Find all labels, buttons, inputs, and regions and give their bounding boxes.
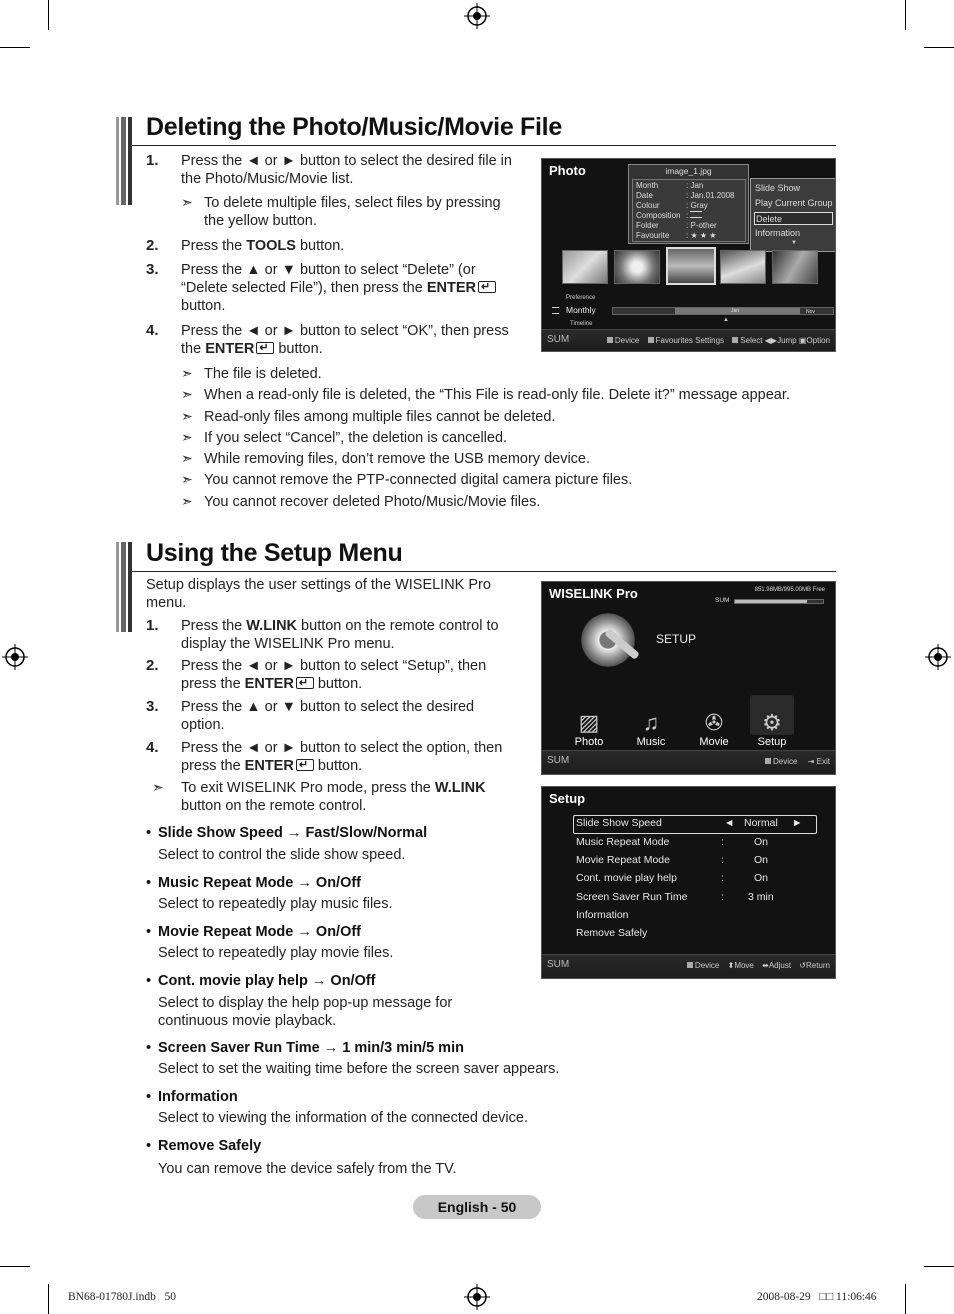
step-number: 3. — [146, 261, 159, 278]
registration-mark-icon — [464, 3, 490, 29]
month-start-label: Jan — [731, 308, 740, 314]
crop-mark — [48, 0, 49, 30]
crop-mark — [0, 1266, 30, 1267]
crop-mark — [0, 47, 30, 48]
green-button-icon — [648, 337, 654, 343]
menu-setup[interactable]: ⚙ Setup — [751, 710, 793, 748]
crop-mark — [924, 1266, 954, 1267]
timeline-label: Timeline — [570, 321, 593, 327]
film-reel-icon: ✇ — [704, 710, 724, 735]
note-arrow-icon: ➣ — [181, 365, 193, 381]
left-right-icon: ⬌ — [762, 961, 769, 970]
note-arrow-icon: ➣ — [181, 493, 193, 509]
crop-mark — [905, 0, 906, 30]
preference-label: Preference — [566, 295, 596, 301]
registration-mark-icon — [464, 1284, 490, 1310]
registration-mark-icon — [925, 644, 951, 670]
file-name: image_1.jpg — [665, 166, 712, 176]
step-number: 2. — [146, 237, 159, 254]
key-hints: Device ⬍Move ⬌Adjust ↺Return — [681, 961, 830, 970]
note-text: You cannot remove the PTP-connected digital camera picture files. — [204, 472, 633, 488]
intro-text: Setup displays the user settings of the WISELINK Pro menu. — [146, 577, 491, 611]
note-arrow-icon: ➣ — [181, 386, 193, 402]
music-icon: ♫ — [642, 710, 660, 735]
bullet-icon: • — [146, 825, 152, 841]
month-end-label: Nov — [806, 309, 815, 315]
note-text: You cannot recover deleted Photo/Music/Movie files. — [204, 494, 541, 510]
note-text: When a read-only file is deleted, the “This File is read-only file. Delete it?” message appear. — [204, 387, 790, 403]
section-bar — [116, 117, 132, 205]
file-info-panel — [628, 164, 749, 244]
step-text: Press the ◄ or ► button to select “Setup”, then press the ENTER↵ button. — [181, 657, 526, 693]
section-title: Deleting the Photo/Music/Movie File — [146, 113, 562, 141]
photo-screen — [541, 158, 836, 352]
setup-big-label: SETUP — [656, 632, 697, 646]
info-row: Favourite : ★ ★ ★ — [636, 231, 717, 240]
red-button-icon — [687, 962, 693, 968]
crop-mark — [924, 47, 954, 48]
note-arrow-icon: ➣ — [181, 408, 193, 424]
bullet-icon: • — [146, 875, 152, 891]
step-text: Press the ◄ or ► button to select “OK”, then press the ENTER↵ button. — [181, 322, 526, 358]
option-slide-show-speed[interactable]: Slide Show Speed ◄ Normal ► — [576, 817, 803, 829]
option-desc: Select to set the waiting time before the screen saver appears. — [158, 1061, 560, 1077]
step-text: Press the TOOLS button. — [181, 238, 345, 254]
step-text: Press the ◄ or ► button to select the option, then press the ENTER↵ button. — [181, 739, 526, 775]
screen-title: Setup — [549, 791, 586, 806]
key-hints: Device Favourites Settings Select ◀▶Jump ▣Option — [601, 336, 830, 345]
option-desc: You can remove the device safely from the TV. — [158, 1161, 457, 1177]
enter-icon — [296, 677, 314, 689]
option-title: Cont. movie play help → On/Off — [158, 973, 376, 989]
bullet-icon: • — [146, 1040, 152, 1056]
step-text: Press the ▲ or ▼ button to select the desired option. — [181, 699, 475, 733]
option-information[interactable]: Information — [576, 909, 629, 921]
step-text: Press the W.LINK button on the remote control to display the WISELINK Pro menu. — [181, 618, 499, 652]
wiselink-screen — [541, 581, 836, 775]
photo-thumbnail[interactable] — [562, 250, 608, 284]
enter-icon — [296, 759, 314, 771]
chevron-down-icon: ▼ — [791, 240, 797, 246]
option-desc: Select to viewing the information of the connected device. — [158, 1110, 528, 1126]
photo-thumbnail[interactable] — [720, 250, 766, 284]
note-text: While removing files, don’t remove the USB memory device. — [204, 451, 591, 467]
step-text: Press the ▲ or ▼ button to select “Delete” (or “Delete selected File”), then press the ENTER↵ button. — [181, 261, 526, 315]
info-row: Folder : P-other — [636, 221, 717, 230]
section-bar — [116, 542, 132, 632]
setup-screen — [541, 786, 836, 979]
registration-mark-icon — [2, 644, 28, 670]
note-arrow-icon: ➣ — [181, 194, 193, 210]
key-hints: Device ⇥ Exit — [759, 757, 830, 766]
option-music-repeat-mode[interactable]: Music Repeat Mode : On — [576, 836, 769, 848]
menu-item-slide-show[interactable]: Slide Show — [755, 183, 801, 193]
info-row: Colour : Gray — [636, 201, 708, 210]
photo-thumbnail[interactable] — [666, 247, 716, 285]
crop-mark — [905, 1284, 906, 1314]
step-number: 4. — [146, 322, 159, 339]
red-button-icon — [607, 337, 613, 343]
footer-timestamp: 2008-08-29 □□ 11:06:46 — [757, 1291, 877, 1303]
screen-footer — [542, 954, 835, 978]
note-text: To delete multiple files, select files by pressing the yellow button. — [204, 195, 501, 229]
note-text: If you select “Cancel”, the deletion is cancelled. — [204, 430, 508, 446]
screen-footer — [542, 750, 835, 774]
menu-item-play-current-group[interactable]: Play Current Group — [755, 198, 833, 208]
menu-music[interactable]: ♫ Music — [632, 710, 670, 748]
tools-menu — [750, 178, 836, 252]
crop-mark — [48, 1284, 49, 1314]
bullet-icon: • — [146, 973, 152, 989]
note-text: To exit WISELINK Pro mode, press the W.LINK button on the remote control. — [181, 780, 486, 814]
tools-icon: ▣ — [798, 336, 807, 345]
option-desc: Select to control the slide show speed. — [158, 847, 406, 863]
option-title: Screen Saver Run Time → 1 min/3 min/5 min — [158, 1040, 464, 1056]
option-movie-repeat-mode[interactable]: Movie Repeat Mode : On — [576, 854, 769, 866]
note-arrow-icon: ➣ — [181, 471, 193, 487]
step-number: 4. — [146, 739, 159, 756]
up-down-icon: ⬍ — [727, 961, 735, 970]
menu-photo[interactable]: ▨ Photo — [570, 710, 608, 748]
red-button-icon — [765, 758, 771, 764]
step-number: 1. — [146, 152, 159, 169]
sum-label: SUM — [547, 755, 570, 766]
skip-arrows-icon: ◀▶ — [764, 336, 778, 345]
info-row: Composition : — [636, 211, 702, 220]
step-number: 1. — [146, 617, 159, 634]
info-row: Date : Jan.01.2008 — [636, 191, 735, 200]
list-icon — [552, 307, 559, 314]
storage-free: 851.98MB/995.00MB Free — [754, 587, 825, 593]
option-title: Slide Show Speed → Fast/Slow/Normal — [158, 825, 428, 841]
option-screen-saver-run-time[interactable]: Screen Saver Run Time : 3 min — [576, 891, 774, 903]
option-desc: Select to repeatedly play movie files. — [158, 945, 394, 961]
option-title: Remove Safely — [158, 1138, 262, 1154]
bullet-icon: • — [146, 924, 152, 940]
option-remove-safely[interactable]: Remove Safely — [576, 927, 648, 939]
note-arrow-icon: ➣ — [181, 450, 193, 466]
menu-movie[interactable]: ✇ Movie — [694, 710, 734, 748]
bullet-icon: • — [146, 1089, 152, 1105]
option-cont-movie-play-help[interactable]: Cont. movie play help : On — [576, 872, 769, 884]
composition-icon — [690, 211, 702, 218]
arrow-left-icon[interactable]: ◄ — [724, 817, 735, 829]
enter-icon — [478, 281, 496, 293]
timeline-marker-icon: ▲ — [723, 317, 729, 323]
option-desc: Select to repeatedly play music files. — [158, 896, 393, 912]
timeline-bar — [550, 295, 834, 327]
option-title: Music Repeat Mode → On/Off — [158, 875, 362, 891]
step-number: 2. — [146, 657, 159, 674]
enter-icon — [256, 342, 274, 354]
yellow-button-icon — [732, 337, 738, 343]
note-arrow-icon: ➣ — [181, 429, 193, 445]
bullet-icon: • — [146, 1138, 152, 1154]
section-rule — [132, 571, 836, 572]
menu-item-delete[interactable]: Delete — [754, 212, 833, 225]
section-rule — [132, 145, 836, 146]
photo-icon: ▨ — [578, 710, 600, 735]
section-title: Using the Setup Menu — [146, 539, 403, 567]
screen-title: Photo — [549, 163, 586, 178]
storage-bar-fill — [735, 600, 807, 603]
screen-footer — [542, 329, 835, 351]
note-text: Read-only files among multiple files cannot be deleted. — [204, 409, 556, 425]
sum-small-label: SUM — [715, 597, 730, 604]
option-desc: Select to display the help pop-up message for continuous movie playback. — [158, 995, 453, 1029]
info-row: Month : Jan — [636, 181, 704, 190]
option-title: Information — [158, 1089, 238, 1105]
setup-gear-icon — [576, 608, 640, 672]
view-mode-monthly[interactable]: Monthly — [566, 305, 596, 315]
step-number: 3. — [146, 698, 159, 715]
sum-label: SUM — [547, 334, 570, 345]
photo-thumbnail[interactable] — [772, 250, 818, 284]
page-number: English - 50 — [413, 1195, 541, 1219]
photo-thumbnail[interactable] — [614, 250, 660, 284]
option-title: Movie Repeat Mode → On/Off — [158, 924, 362, 940]
menu-item-information[interactable]: Information — [755, 228, 801, 238]
gear-icon: ⚙ — [762, 710, 782, 735]
note-text: The file is deleted. — [204, 366, 322, 382]
exit-icon: ⇥ — [807, 757, 815, 766]
screen-title: WISELINK Pro — [549, 586, 638, 601]
return-icon: ↺ — [799, 961, 806, 970]
arrow-right-icon[interactable]: ► — [792, 817, 803, 829]
sum-label: SUM — [547, 959, 570, 970]
footer-file-info: BN68-01780J.indb 50 — [68, 1291, 176, 1303]
note-arrow-icon: ➣ — [152, 779, 164, 795]
step-text: Press the ◄ or ► button to select the desired file in the Photo/Music/Movie list. — [181, 153, 512, 187]
